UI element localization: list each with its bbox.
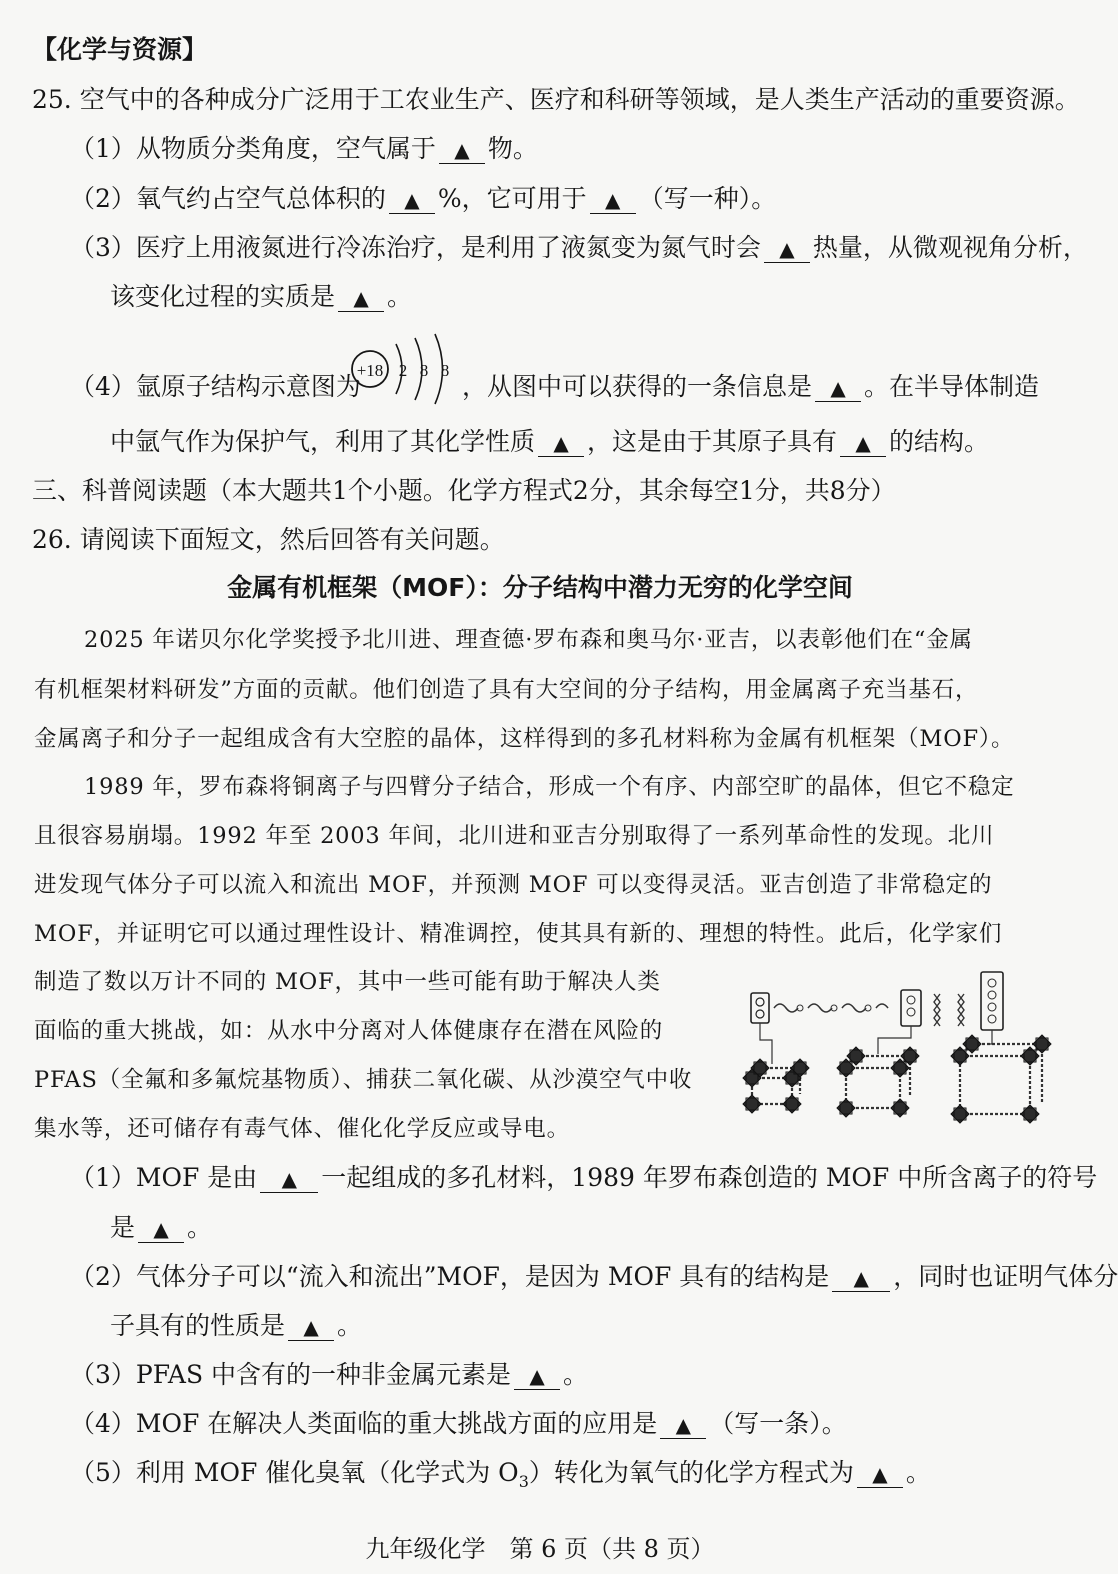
section-header: 【化学与资源】 bbox=[32, 35, 208, 64]
linker-box-large bbox=[981, 972, 1003, 1030]
article-line: 2025 年诺贝尔化学奖授予北川进、理查德·罗布森和奥马尔·亚吉，以表彰他们在“金属 bbox=[84, 627, 973, 653]
answer-blank[interactable]: ▲ bbox=[389, 187, 435, 214]
answer-blank[interactable]: ▲ bbox=[815, 375, 861, 402]
q25-p3-text-b: 热量，从微观视角分析， bbox=[812, 233, 1088, 262]
argon-atom-diagram bbox=[346, 330, 466, 410]
q26-sub4 bbox=[70, 1408, 847, 1440]
answer-blank[interactable]: ▲ bbox=[260, 1166, 318, 1193]
q26-s4-text-a: （4）MOF 在解决人类面临的重大挑战方面的应用是 bbox=[70, 1409, 658, 1438]
answer-blank[interactable]: ▲ bbox=[288, 1314, 334, 1341]
q26-s1-text-d: 。 bbox=[187, 1213, 213, 1242]
q25-part1 bbox=[70, 133, 538, 165]
mof-structure-illustration bbox=[738, 968, 1058, 1128]
shell-electrons: 8 bbox=[440, 361, 450, 380]
q26-sub5 bbox=[70, 1457, 931, 1498]
q25-part3-line1 bbox=[70, 232, 1088, 264]
answer-blank[interactable]: ▲ bbox=[538, 430, 584, 457]
q25-p2-text-c: （写一种）。 bbox=[638, 184, 777, 213]
section3-header: 三、科普阅读题（本大题共1个小题。化学方程式2分，其余每空1分，共8分） bbox=[32, 476, 896, 505]
q26-s3-text-a: （3）PFAS 中含有的一种非金属元素是 bbox=[70, 1360, 512, 1389]
answer-blank[interactable]: ▲ bbox=[857, 1461, 903, 1488]
q25-p2-text-b: %，它可用于 bbox=[437, 184, 587, 213]
answer-blank[interactable]: ▲ bbox=[660, 1412, 706, 1439]
q26-sub3 bbox=[70, 1359, 588, 1391]
q26-sub2-line2 bbox=[110, 1310, 362, 1342]
q25-p4-text-e: ，这是由于其原子具有 bbox=[587, 427, 838, 456]
article-line: 有机框架材料研发”方面的贡献。他们创造了具有大空间的分子结构，用金属离子充当基石， bbox=[34, 677, 979, 703]
answer-blank[interactable]: ▲ bbox=[514, 1363, 560, 1390]
answer-blank[interactable]: ▲ bbox=[590, 187, 636, 214]
q25-part3-line2 bbox=[110, 281, 412, 313]
q26-s2-text-a: （2）气体分子可以“流入和流出”MOF，是因为 MOF 具有的结构是 bbox=[70, 1262, 830, 1291]
mof-cage-small bbox=[743, 1059, 809, 1113]
nucleus-charge: +18 bbox=[356, 361, 384, 380]
shell-electrons: 8 bbox=[419, 361, 429, 380]
linker-box-small bbox=[751, 993, 769, 1023]
q25-p3-text-d: 。 bbox=[387, 282, 413, 311]
article-line: 金属离子和分子一起组成含有大空腔的晶体，这样得到的多孔材料称为金属有机框架（MOF）。 bbox=[34, 726, 1015, 752]
q26-s5-text-a: （5）利用 MOF 催化臭氧（化学式为 O bbox=[70, 1458, 519, 1487]
q25-part4-line2 bbox=[110, 426, 989, 458]
q25-p2-text-a: （2）氧气约占空气总体积的 bbox=[70, 184, 386, 213]
q25-p3-text-c: 该变化过程的实质是 bbox=[110, 282, 336, 311]
page-footer: 九年级化学 第 6 页（共 8 页） bbox=[365, 1535, 715, 1563]
connector-line bbox=[990, 1030, 992, 1044]
answer-blank[interactable]: ▲ bbox=[439, 137, 485, 164]
q25-part2 bbox=[70, 183, 776, 215]
article-line: 制造了数以万计不同的 MOF，其中一些可能有助于解决人类 bbox=[34, 969, 661, 995]
ozone-subscript: 3 bbox=[518, 1472, 529, 1491]
q26-s1-text-c: 是 bbox=[110, 1213, 136, 1242]
q25-p1-text-a: （1）从物质分类角度，空气属于 bbox=[70, 134, 436, 163]
q25-p4-intro: （4）氩原子结构示意图为 bbox=[70, 372, 361, 401]
article-line: MOF，并证明它可以通过理性设计、精准调控，使其具有新的、理想的特性。此后，化学家们 bbox=[34, 921, 1003, 947]
mof-cage-large bbox=[951, 1035, 1051, 1123]
article-line: 集水等，还可储存有毒气体、催化化学反应或导电。 bbox=[34, 1116, 570, 1142]
q26-s1-text-b: 一起组成的多孔材料，1989 年罗布森创造的 MOF 中所含离子的符号 bbox=[321, 1163, 1098, 1192]
q26-s2-text-d: 。 bbox=[337, 1311, 363, 1340]
answer-blank[interactable]: ▲ bbox=[832, 1265, 890, 1292]
connector-line bbox=[760, 1023, 772, 1064]
q26-stem: 26. 请阅读下面短文，然后回答有关问题。 bbox=[32, 525, 505, 554]
q26-s5-text-b: ）转化为氧气的化学方程式为 bbox=[528, 1458, 854, 1487]
answer-blank[interactable]: ▲ bbox=[338, 285, 384, 312]
linker-chain bbox=[958, 994, 964, 1026]
q25-p4-text-b: ，从图中可以获得的一条信息是 bbox=[462, 372, 813, 401]
article-line: PFAS（全氟和多氟烷基物质）、捕获二氧化碳、从沙漠空气中收 bbox=[34, 1067, 693, 1093]
q26-s2-text-b: ，同时也证明气体分 bbox=[893, 1262, 1118, 1291]
q25-p1-text-b: 物。 bbox=[487, 134, 538, 163]
answer-blank[interactable]: ▲ bbox=[764, 236, 810, 263]
q25-p4-text-c: 。在半导体制造 bbox=[864, 372, 1040, 401]
q26-sub1-line1 bbox=[70, 1162, 1097, 1194]
q26-sub1-line2 bbox=[110, 1212, 212, 1244]
article-title: 金属有机框架（MOF）：分子结构中潜力无穷的化学空间 bbox=[227, 573, 853, 602]
q25-p4-text-f: 的结构。 bbox=[889, 427, 990, 456]
shell-electrons: 2 bbox=[398, 361, 408, 380]
q26-s4-text-b: （写一条）。 bbox=[709, 1409, 847, 1438]
q26-s3-text-b: 。 bbox=[563, 1360, 589, 1389]
q25-stem: 25. 空气中的各种成分广泛用于工农业生产、医疗和科研等领域，是人类生产活动的重要资源。 bbox=[32, 85, 1080, 114]
q25-part4-line1 bbox=[462, 371, 1039, 403]
q26-s1-text-a: （1）MOF 是由 bbox=[70, 1163, 258, 1192]
q26-s5-text-c: 。 bbox=[905, 1458, 931, 1487]
article-line: 且很容易崩塌。1992 年至 2003 年间，北川进和亚吉分别取得了一系列革命性的发现。北川 bbox=[34, 823, 995, 849]
article-line: 进发现气体分子可以流入和流出 MOF，并预测 MOF 可以变得灵活。亚吉创造了非常稳定的 bbox=[34, 872, 993, 898]
q26-sub2-line1 bbox=[70, 1261, 1118, 1293]
answer-blank[interactable]: ▲ bbox=[138, 1216, 184, 1243]
article-line: 面临的重大挑战，如：从水中分离对人体健康存在潜在风险的 bbox=[34, 1018, 664, 1044]
q25-p3-text-a: （3）医疗上用液氮进行冷冻治疗，是利用了液氮变为氮气时会 bbox=[70, 233, 761, 262]
mof-cage-medium bbox=[837, 1047, 919, 1117]
q25-p4-text-d: 中氩气作为保护气，利用了其化学性质 bbox=[110, 427, 536, 456]
answer-blank[interactable]: ▲ bbox=[840, 430, 886, 457]
linker-box-medium bbox=[901, 990, 921, 1026]
linker-chain bbox=[934, 994, 940, 1026]
q26-s2-text-c: 子具有的性质是 bbox=[110, 1311, 286, 1340]
article-line: 1989 年，罗布森将铜离子与四臂分子结合，形成一个有序、内部空旷的晶体，但它不稳定 bbox=[84, 774, 1015, 800]
